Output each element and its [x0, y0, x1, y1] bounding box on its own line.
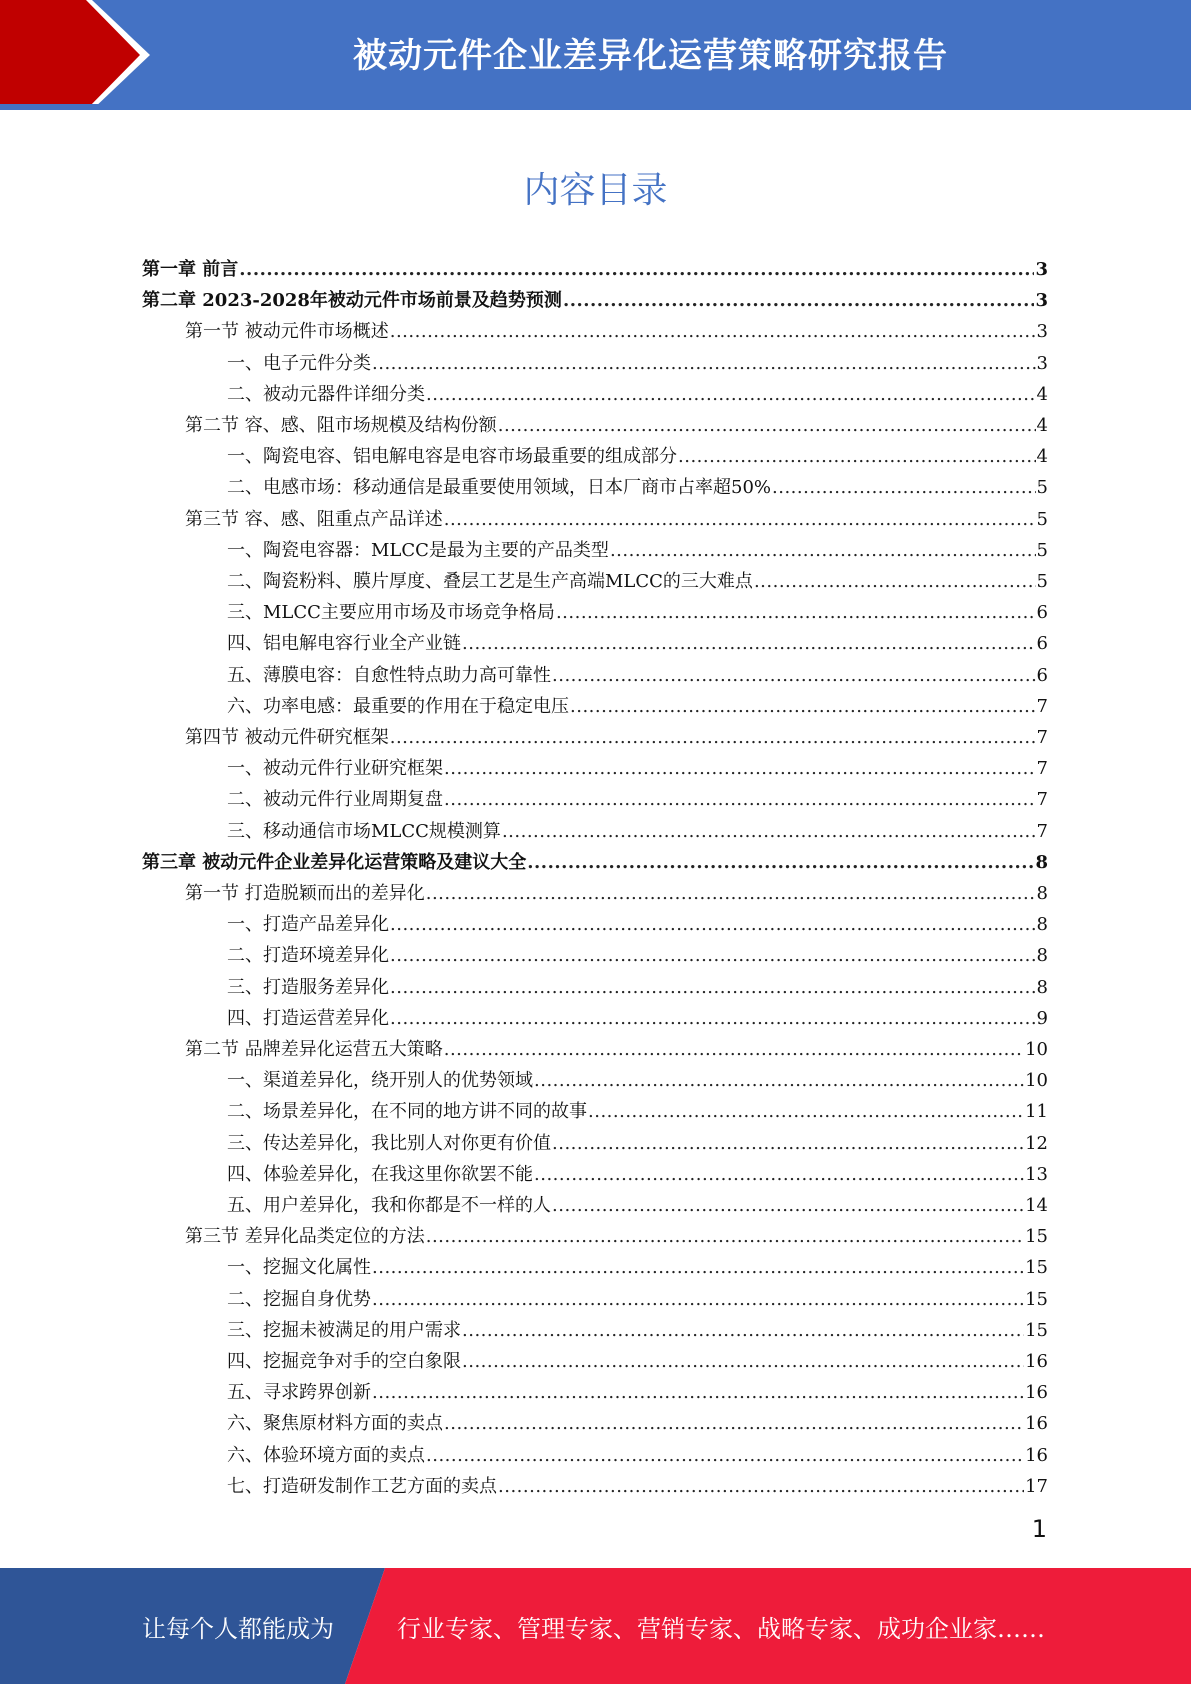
toc-entry-page: 7 — [1036, 695, 1048, 717]
toc-entry-page: 16 — [1025, 1413, 1048, 1435]
header-band — [0, 0, 1191, 110]
toc-dot-leader — [444, 784, 1036, 815]
toc-entry[interactable] — [0, 597, 1191, 628]
toc-entry[interactable] — [0, 784, 1191, 815]
toc-entry-page: 5 — [1036, 539, 1048, 561]
toc-dot-leader — [444, 1408, 1024, 1439]
toc-entry-page: 5 — [1036, 571, 1048, 592]
toc-entry-label: 六、体验环境方面的卖点 — [227, 1444, 425, 1466]
toc-entry[interactable] — [0, 847, 1191, 878]
toc-dot-leader — [444, 1034, 1024, 1065]
toc-entry-label: 第三节 差异化品类定位的方法 — [185, 1226, 425, 1248]
toc-entry-label: 一、陶瓷电容、铝电解电容是电容市场最重要的组成部分 — [227, 446, 677, 468]
toc-entry-label: 第二节 容、感、阻市场规模及结构份额 — [185, 415, 497, 436]
toc-entry-label: 二、场景差异化，在不同的地方讲不同的故事 — [227, 1101, 587, 1123]
toc-entry[interactable] — [0, 972, 1191, 1003]
toc-dot-leader — [372, 1284, 1024, 1315]
toc-entry-label: 一、被动元件行业研究框架 — [227, 758, 443, 780]
toc-dot-leader — [678, 441, 1036, 472]
toc-entry-label: 一、打造产品差异化 — [227, 914, 389, 936]
toc-dot-leader — [390, 316, 1036, 347]
toc-dot-leader — [390, 909, 1036, 940]
toc-entry-label: 三、MLCC主要应用市场及市场竞争格局 — [227, 602, 555, 624]
toc-entry-label: 三、移动通信市场MLCC规模测算 — [227, 820, 501, 842]
toc-entry-page: 6 — [1036, 633, 1048, 655]
toc-entry[interactable] — [0, 1221, 1191, 1252]
toc-dot-leader — [527, 847, 1034, 878]
toc-entry-label: 三、传达差异化，我比别人对你更有价值 — [227, 1132, 551, 1154]
toc-dot-leader — [772, 472, 1036, 503]
toc-entry-page: 12 — [1025, 1132, 1048, 1154]
toc-entry-label: 二、被动元器件详细分类 — [227, 383, 425, 405]
toc-dot-leader — [552, 1190, 1024, 1221]
toc-entry-label: 一、电子元件分类 — [227, 352, 371, 374]
toc-entry[interactable] — [0, 1034, 1191, 1065]
toc-entry[interactable] — [0, 285, 1191, 316]
toc-entry-label: 第二节 品牌差异化运营五大策略 — [185, 1039, 443, 1060]
toc-entry-page: 11 — [1025, 1101, 1048, 1123]
toc-dot-leader — [552, 1128, 1024, 1159]
toc-dot-leader — [588, 1096, 1024, 1127]
toc-entry-label: 一、挖掘文化属性 — [227, 1257, 371, 1279]
toc-dot-leader — [372, 348, 1036, 379]
toc-entry-label: 四、铝电解电容行业全产业链 — [227, 633, 461, 655]
toc-dot-leader — [563, 285, 1035, 316]
toc-entry[interactable] — [0, 1128, 1191, 1159]
toc-entry[interactable] — [0, 722, 1191, 753]
toc-entry-page: 7 — [1036, 758, 1048, 780]
toc-entry[interactable] — [0, 660, 1191, 691]
toc-entry-label: 七、打造研发制作工艺方面的卖点 — [227, 1475, 497, 1497]
toc-dot-leader — [390, 1003, 1036, 1034]
toc-entry-page: 8 — [1036, 976, 1048, 998]
toc-dot-leader — [426, 1440, 1024, 1471]
toc-entry-label: 一、陶瓷电容器：MLCC是最为主要的产品类型 — [227, 539, 609, 561]
toc-entry-page: 6 — [1036, 664, 1048, 686]
toc-entry-page: 3 — [1036, 352, 1048, 374]
toc-dot-leader — [372, 1252, 1024, 1283]
toc-dot-leader — [426, 379, 1036, 410]
toc-entry-label: 四、挖掘竞争对手的空白象限 — [227, 1351, 461, 1372]
toc-dot-leader — [610, 535, 1036, 566]
toc-entry-label: 四、打造运营差异化 — [227, 1007, 389, 1029]
toc-dot-leader — [390, 972, 1036, 1003]
toc-entry-page: 16 — [1025, 1382, 1048, 1404]
toc-entry-page: 6 — [1036, 602, 1048, 624]
toc-dot-leader — [239, 254, 1034, 285]
toc-entry-page: 9 — [1036, 1007, 1048, 1029]
toc-dot-leader — [570, 691, 1036, 722]
toc-entry-page: 4 — [1036, 415, 1048, 436]
toc-dot-leader — [498, 410, 1036, 441]
toc-entry[interactable] — [0, 691, 1191, 722]
toc-entry[interactable] — [0, 1003, 1191, 1034]
toc-entry-page: 8 — [1035, 851, 1048, 873]
toc-entry-page: 10 — [1025, 1070, 1048, 1092]
toc-entry-label: 五、用户差异化，我和你都是不一样的人 — [227, 1195, 551, 1216]
toc-dot-leader — [426, 878, 1036, 909]
toc-entry-label: 三、打造服务差异化 — [227, 976, 389, 998]
toc-entry-page: 15 — [1025, 1319, 1048, 1341]
toc-entry[interactable] — [0, 1159, 1191, 1190]
toc-entry-label: 六、功率电感：最重要的作用在于稳定电压 — [227, 695, 569, 717]
toc-entry[interactable] — [0, 1284, 1191, 1315]
toc-entry-page: 8 — [1036, 945, 1048, 967]
toc-entry[interactable] — [0, 1190, 1191, 1221]
toc-entry[interactable] — [0, 316, 1191, 347]
toc-dot-leader — [390, 722, 1036, 753]
toc-entry[interactable] — [0, 535, 1191, 566]
toc-entry-label: 四、体验差异化，在我这里你欲罢不能 — [227, 1163, 533, 1185]
toc-entry[interactable] — [0, 1252, 1191, 1283]
toc-entry-label: 第一节 打造脱颖而出的差异化 — [185, 883, 425, 904]
toc-entry[interactable] — [0, 410, 1191, 441]
toc-dot-leader — [462, 628, 1036, 659]
toc-entry-label: 第三节 容、感、阻重点产品详述 — [185, 508, 443, 530]
toc-entry[interactable] — [0, 878, 1191, 909]
toc-dot-leader — [462, 1315, 1024, 1346]
toc-entry[interactable] — [0, 1096, 1191, 1127]
toc-dot-leader — [444, 753, 1036, 784]
toc-entry-page: 16 — [1025, 1351, 1048, 1372]
toc-dot-leader — [462, 1346, 1024, 1377]
toc-title: 内容目录 — [523, 170, 668, 211]
toc-dot-leader — [552, 660, 1036, 691]
toc-entry-page: 7 — [1036, 727, 1048, 748]
toc-dot-leader — [498, 1471, 1024, 1502]
toc-entry[interactable] — [0, 504, 1191, 535]
toc-entry-page: 8 — [1036, 883, 1048, 904]
toc-entry[interactable] — [0, 909, 1191, 940]
toc-entry-label: 六、聚焦原材料方面的卖点 — [227, 1413, 443, 1435]
toc-dot-leader — [502, 816, 1036, 847]
toc-entry-page: 3 — [1036, 321, 1048, 343]
toc-dot-leader — [444, 504, 1036, 535]
toc-entry-label: 二、挖掘自身优势 — [227, 1288, 371, 1310]
toc-entry-page: 5 — [1036, 508, 1048, 530]
toc-entry-page: 16 — [1025, 1444, 1048, 1466]
toc-dot-leader — [534, 1065, 1024, 1096]
toc-entry-label: 二、电感市场：移动通信是最重要使用领域，日本厂商市占率超50% — [227, 477, 772, 499]
report-title: 被动元件企业差异化运营策略研究报告 — [353, 35, 948, 76]
toc-entry[interactable] — [0, 566, 1191, 597]
toc-entry-page: 13 — [1025, 1163, 1048, 1185]
toc-entry-page: 15 — [1025, 1257, 1048, 1279]
toc-entry[interactable] — [0, 1315, 1191, 1346]
toc-entry-label: 五、寻求跨界创新 — [227, 1382, 371, 1404]
toc-entry-page: 7 — [1036, 820, 1048, 842]
toc-entry-page: 3 — [1035, 290, 1048, 312]
toc-entry-label: 二、打造环境差异化 — [227, 945, 389, 967]
toc-entry[interactable] — [0, 816, 1191, 847]
toc-entry-page: 17 — [1025, 1475, 1048, 1497]
toc-entry-page: 7 — [1036, 789, 1048, 811]
toc-entry[interactable] — [0, 1408, 1191, 1439]
toc-entry[interactable] — [0, 1065, 1191, 1096]
toc-entry-label: 五、薄膜电容：自愈性特点助力高可靠性 — [227, 664, 551, 686]
toc-entry[interactable] — [0, 1346, 1191, 1377]
toc-entry[interactable] — [0, 1377, 1191, 1408]
toc-entry-page: 15 — [1025, 1288, 1048, 1310]
toc-entry[interactable] — [0, 472, 1191, 503]
toc-entry-page: 5 — [1036, 477, 1048, 499]
page-number: 1 — [1031, 1515, 1047, 1543]
toc-entry-label: 三、挖掘未被满足的用户需求 — [227, 1319, 461, 1341]
toc-entry-label: 第一节 被动元件市场概述 — [185, 321, 389, 343]
toc-entry-label: 第三章 被动元件企业差异化运营策略及建议大全 — [142, 851, 527, 873]
toc-entry[interactable] — [0, 628, 1191, 659]
toc-entry-page: 14 — [1025, 1195, 1048, 1216]
toc-entry-label: 第四节 被动元件研究框架 — [185, 727, 389, 748]
toc-entry-page: 10 — [1025, 1039, 1048, 1060]
toc-entry-page: 3 — [1035, 259, 1048, 280]
footer-band — [0, 1568, 1191, 1684]
toc-dot-leader — [426, 1221, 1024, 1252]
toc-entry-label: 二、陶瓷粉料、膜片厚度、叠层工艺是生产高端MLCC的三大难点 — [227, 571, 753, 592]
footer-slogan-left: 让每个人都能成为 — [142, 1614, 334, 1643]
toc-entry-label: 一、渠道差异化，绕开别人的优势领域 — [227, 1070, 533, 1092]
toc-dot-leader — [390, 940, 1036, 971]
toc-entry[interactable] — [0, 441, 1191, 472]
toc-dot-leader — [754, 566, 1036, 597]
toc-entry[interactable] — [0, 348, 1191, 379]
toc-entry-page: 4 — [1036, 383, 1048, 405]
toc-entry-label: 第一章 前言 — [142, 259, 239, 280]
toc-entry[interactable] — [0, 1471, 1191, 1502]
toc-entry-page: 4 — [1036, 446, 1048, 468]
toc-dot-leader — [534, 1159, 1024, 1190]
footer-slogan-right: 行业专家、管理专家、营销专家、战略专家、成功企业家…… — [397, 1614, 1045, 1643]
toc-dot-leader — [556, 597, 1036, 628]
toc-entry-label: 二、被动元件行业周期复盘 — [227, 789, 443, 811]
toc-entry[interactable] — [0, 940, 1191, 971]
toc-dot-leader — [372, 1377, 1024, 1408]
toc-entry[interactable] — [0, 753, 1191, 784]
toc-entry-page: 15 — [1025, 1226, 1048, 1248]
toc-entry-page: 8 — [1036, 914, 1048, 936]
toc-entry[interactable] — [0, 1440, 1191, 1471]
toc-entry[interactable] — [0, 379, 1191, 410]
toc-entry-label: 第二章 2023-2028年被动元件市场前景及趋势预测 — [142, 290, 562, 312]
toc-entry[interactable] — [0, 254, 1191, 285]
